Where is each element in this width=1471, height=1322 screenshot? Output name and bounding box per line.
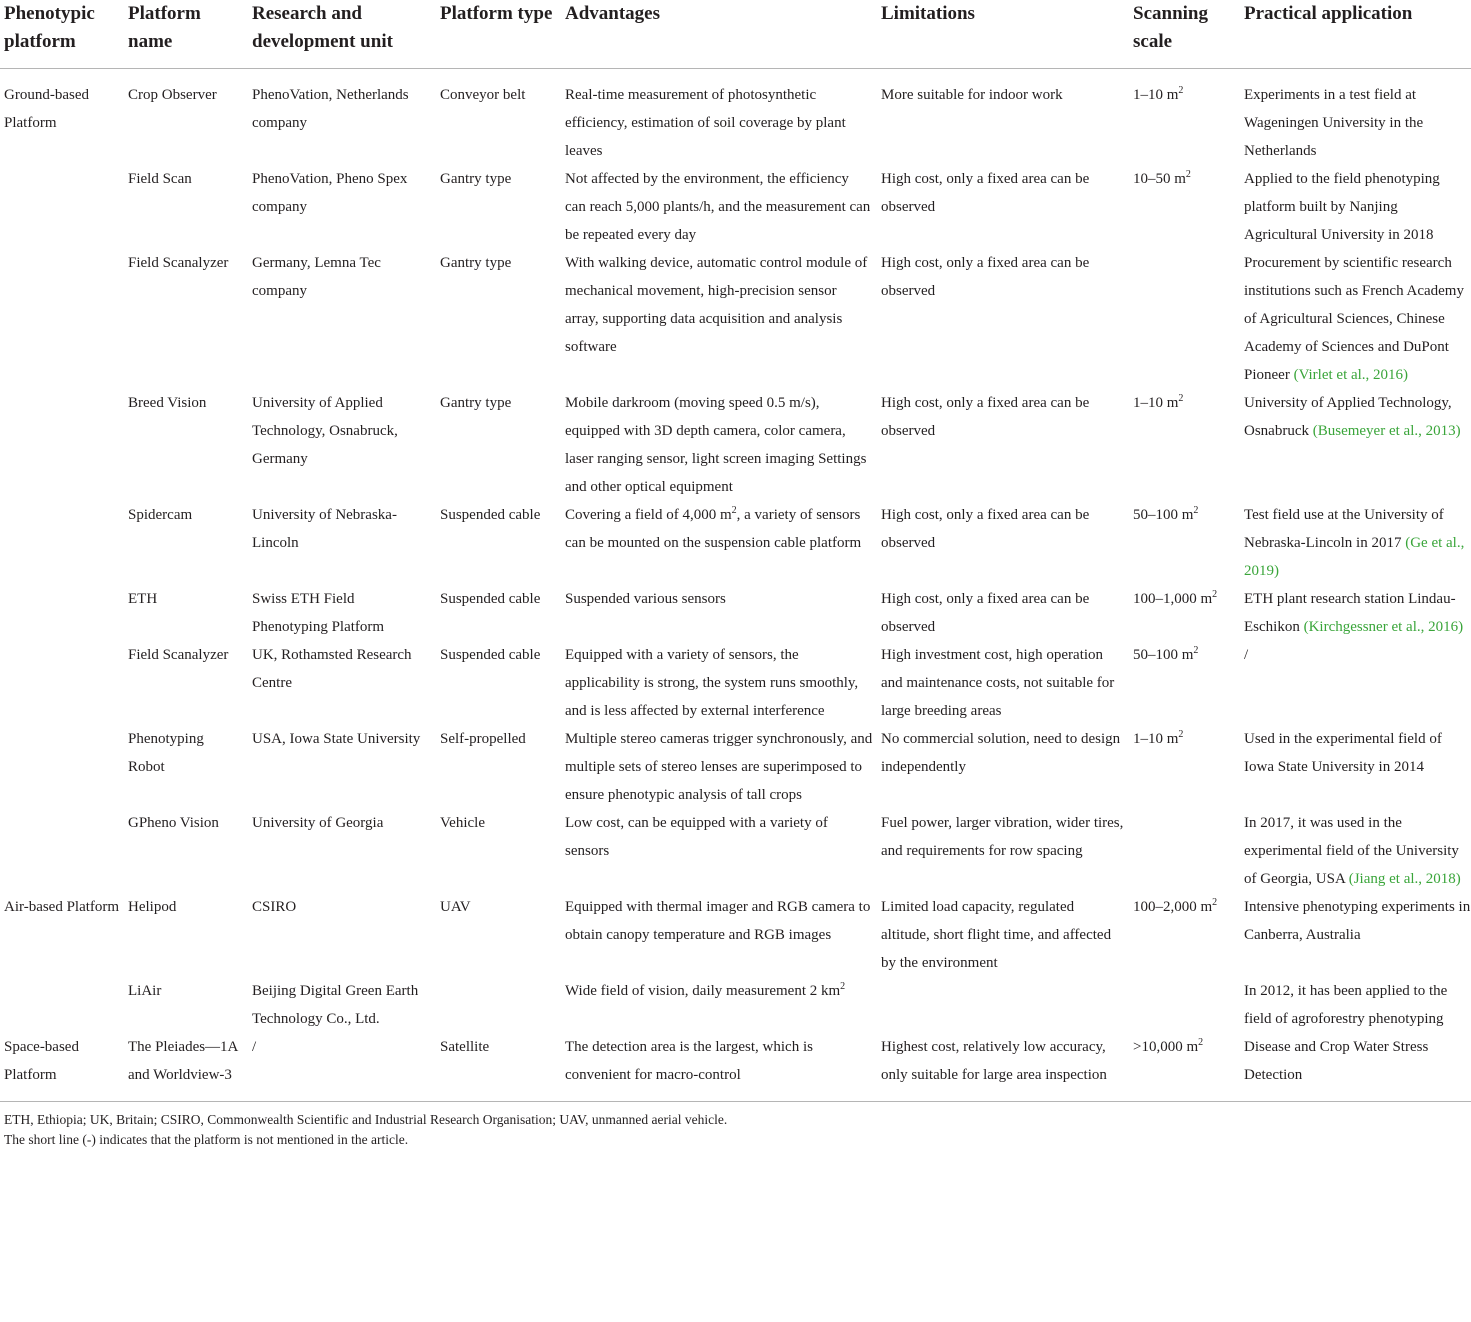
superscript: 2 [1178, 729, 1184, 740]
platform-name-text: Breed Vision [128, 395, 207, 411]
limitations-text: High cost, only a fixed area can be observed [881, 591, 1090, 635]
header-research-unit: Research and development unit [248, 0, 436, 69]
cell-advantages [561, 501, 877, 585]
platform-type-text: Conveyor belt [440, 87, 526, 103]
table-row [0, 249, 1471, 389]
research-unit-text: UK, Rothamsted Research Centre [252, 647, 412, 691]
cell-limitations [877, 165, 1129, 249]
application-text: Used in the experimental field of Iowa State University in 2014 [1244, 731, 1442, 775]
superscript: 2 [1212, 589, 1218, 600]
cell-practical-application [1240, 893, 1471, 977]
cell-limitations [877, 585, 1129, 641]
cell-advantages [561, 1033, 877, 1102]
cell-practical-application [1240, 501, 1471, 585]
superscript: 2 [1198, 1037, 1204, 1048]
table-row [0, 389, 1471, 501]
cell-platform-type [436, 1033, 561, 1102]
platform-name-text: Spidercam [128, 507, 193, 523]
platform-type-text: UAV [440, 899, 471, 915]
table-row [0, 641, 1471, 725]
scale-text: 100–1,000 m [1133, 591, 1213, 607]
table-footnotes [0, 1102, 1471, 1150]
platform-name-text: ETH [128, 591, 158, 607]
cell-platform-name [124, 69, 248, 166]
cell-platform-name [124, 725, 248, 809]
cell-research-unit [248, 389, 436, 501]
table-row [0, 585, 1471, 641]
application-text: Procurement by scientific research institutions such as French Academy of Agricultural Sciences, Chinese Academy of Sciences and DuPont Pioneer [1244, 255, 1464, 383]
research-unit-text: University of Applied Technology, Osnabruck, Germany [252, 395, 398, 467]
limitations-text: More suitable for indoor work [881, 87, 1063, 103]
cell-category [0, 69, 124, 166]
cell-scanning-scale [1129, 641, 1240, 725]
cell-platform-name [124, 165, 248, 249]
research-unit-text: USA, Iowa State University [252, 731, 421, 747]
category-text: Space-based Platform [4, 1039, 79, 1083]
platform-type-text: Gantry type [440, 171, 512, 187]
superscript: 2 [1178, 393, 1184, 404]
cell-platform-type [436, 69, 561, 166]
cell-platform-name [124, 585, 248, 641]
scale-text: 50–100 m [1133, 507, 1194, 523]
cell-platform-type [436, 893, 561, 977]
cell-practical-application [1240, 977, 1471, 1033]
cell-research-unit [248, 893, 436, 977]
platform-type-text: Suspended cable [440, 647, 541, 663]
cell-scanning-scale [1129, 389, 1240, 501]
research-unit-text: Beijing Digital Green Earth Technology Co., Ltd. [252, 983, 419, 1027]
cell-advantages [561, 249, 877, 389]
cell-limitations [877, 809, 1129, 893]
platform-type-text: Gantry type [440, 255, 512, 271]
limitations-text: Limited load capacity, regulated altitude, short flight time, and affected by the environment [881, 899, 1112, 971]
superscript: 2 [1178, 85, 1184, 96]
limitations-text: High cost, only a fixed area can be observed [881, 255, 1090, 299]
cell-category [0, 725, 124, 809]
table-row [0, 809, 1471, 893]
advantages-text: Equipped with thermal imager and RGB camera to obtain canopy temperature and RGB images [565, 899, 871, 943]
limitations-text: High cost, only a fixed area can be observed [881, 507, 1090, 551]
superscript: 2 [1193, 645, 1199, 656]
research-unit-text: University of Nebraska-Lincoln [252, 507, 397, 551]
cell-practical-application [1240, 725, 1471, 809]
citation-link: (Kirchgessner et al., 2016) [1303, 619, 1464, 635]
advantages-text: Not affected by the environment, the efficiency can reach 5,000 plants/h, and the measurement can be repeated every day [565, 171, 871, 243]
cell-category [0, 1033, 124, 1102]
cell-research-unit [248, 165, 436, 249]
citation-link: (Virlet et al., 2016) [1293, 367, 1409, 383]
cell-practical-application [1240, 249, 1471, 389]
cell-platform-name [124, 641, 248, 725]
header-practical-application: Practical application [1240, 0, 1471, 69]
header-limitations: Limitations [877, 0, 1129, 69]
cell-category [0, 249, 124, 389]
cell-practical-application [1240, 641, 1471, 725]
cell-practical-application [1240, 809, 1471, 893]
cell-limitations [877, 977, 1129, 1033]
cell-scanning-scale [1129, 977, 1240, 1033]
platform-type-text: Gantry type [440, 395, 512, 411]
limitations-text: No commercial solution, need to design independently [881, 731, 1121, 775]
citation-link: (Ge et al., 2019) [1244, 535, 1465, 579]
cell-advantages [561, 977, 877, 1033]
cell-practical-application [1240, 165, 1471, 249]
superscript: 2 [840, 981, 846, 992]
application-text: Experiments in a test field at Wageningen University in the Netherlands [1244, 87, 1424, 159]
cell-category [0, 977, 124, 1033]
cell-advantages [561, 585, 877, 641]
advantages-tail-text: , a variety of sensors can be mounted on the suspension cable platform [565, 507, 862, 551]
limitations-text: High cost, only a fixed area can be observed [881, 395, 1090, 439]
advantages-text: Real-time measurement of photosynthetic efficiency, estimation of soil coverage by plant leaves [565, 87, 846, 159]
scale-text: 10–50 m [1133, 171, 1186, 187]
research-unit-text: PhenoVation, Pheno Spex company [252, 171, 408, 215]
limitations-text: Fuel power, larger vibration, wider tires, and requirements for row spacing [881, 815, 1124, 859]
application-text: In 2017, it was used in the experimental field of the University of Georgia, USA [1244, 815, 1459, 887]
application-text: In 2012, it has been applied to the field of agroforestry phenotyping [1244, 983, 1448, 1027]
table-row [0, 977, 1471, 1033]
cell-practical-application [1240, 389, 1471, 501]
cell-research-unit [248, 1033, 436, 1102]
platform-type-text: Satellite [440, 1039, 490, 1055]
cell-category [0, 893, 124, 977]
cell-research-unit [248, 585, 436, 641]
cell-limitations [877, 725, 1129, 809]
platform-name-text: The Pleiades—1A and Worldview-3 [128, 1039, 238, 1083]
header-phenotypic-platform: Phenotypic platform [0, 0, 124, 69]
cell-practical-application [1240, 69, 1471, 166]
application-text: Intensive phenotyping experiments in Canberra, Australia [1244, 899, 1471, 943]
superscript: 2 [1212, 897, 1218, 908]
platform-name-text: Field Scanalyzer [128, 255, 229, 271]
table-row [0, 725, 1471, 809]
table-row [0, 893, 1471, 977]
cell-advantages [561, 641, 877, 725]
table-row [0, 501, 1471, 585]
header-scanning-scale: Scanning scale [1129, 0, 1240, 69]
cell-research-unit [248, 809, 436, 893]
cell-scanning-scale [1129, 165, 1240, 249]
footnote: ETH, Ethiopia; UK, Britain; CSIRO, Commonwealth Scientific and Industrial Research Organisation; UAV, unmanned aerial vehicle. [4, 1112, 728, 1127]
application-text: ETH plant research station Lindau-Eschikon [1244, 591, 1456, 635]
limitations-text: High cost, only a fixed area can be observed [881, 171, 1090, 215]
cell-research-unit [248, 725, 436, 809]
advantages-text: The detection area is the largest, which is convenient for macro-control [565, 1039, 813, 1083]
cell-platform-name [124, 893, 248, 977]
platform-type-text: Suspended cable [440, 591, 541, 607]
cell-research-unit [248, 641, 436, 725]
cell-limitations [877, 893, 1129, 977]
platform-type-text: Suspended cable [440, 507, 541, 523]
advantages-text: Covering a field of 4,000 m [565, 507, 732, 523]
application-text: Test field use at the University of Nebraska-Lincoln in 2017 [1244, 507, 1444, 551]
platform-name-text: Crop Observer [128, 87, 217, 103]
platform-name-text: Field Scanalyzer [128, 647, 229, 663]
citation-link: (Busemeyer et al., 2013) [1312, 423, 1461, 439]
scale-text: 50–100 m [1133, 647, 1194, 663]
cell-research-unit [248, 249, 436, 389]
cell-platform-type [436, 165, 561, 249]
scale-text: 1–10 m [1133, 395, 1179, 411]
footnote: The short line (-) indicates that the platform is not mentioned in the article. [4, 1132, 409, 1147]
platform-name-text: Field Scan [128, 171, 192, 187]
cell-limitations [877, 1033, 1129, 1102]
cell-platform-type [436, 249, 561, 389]
platform-name-text: GPheno Vision [128, 815, 219, 831]
cell-category [0, 501, 124, 585]
cell-platform-name [124, 249, 248, 389]
research-unit-text: / [252, 1039, 257, 1055]
cell-category [0, 641, 124, 725]
cell-platform-name [124, 389, 248, 501]
application-text: Disease and Crop Water Stress Detection [1244, 1039, 1429, 1083]
superscript: 2 [1193, 505, 1199, 516]
cell-limitations [877, 501, 1129, 585]
scale-text: 1–10 m [1133, 87, 1179, 103]
citation-link: (Jiang et al., 2018) [1348, 871, 1461, 887]
cell-platform-name [124, 977, 248, 1033]
platform-name-text: Phenotyping Robot [128, 731, 204, 775]
advantages-text: Low cost, can be equipped with a variety of sensors [565, 815, 828, 859]
scale-text: 100–2,000 m [1133, 899, 1213, 915]
cell-platform-type [436, 389, 561, 501]
platform-type-text: Vehicle [440, 815, 485, 831]
category-text: Air-based Platform [4, 899, 120, 915]
advantages-text: Mobile darkroom (moving speed 0.5 m/s), equipped with 3D depth camera, color camera, laser ranging sensor, light screen imaging Settings and other optical equipment [565, 395, 867, 495]
cell-advantages [561, 725, 877, 809]
research-unit-text: Germany, Lemna Tec company [252, 255, 381, 299]
cell-category [0, 585, 124, 641]
cell-practical-application [1240, 1033, 1471, 1102]
limitations-text: Highest cost, relatively low accuracy, only suitable for large area inspection [881, 1039, 1107, 1083]
research-unit-text: CSIRO [252, 899, 297, 915]
application-text: Applied to the field phenotyping platform built by Nanjing Agricultural University in 2018 [1244, 171, 1440, 243]
cell-advantages [561, 893, 877, 977]
table-row [0, 165, 1471, 249]
cell-category [0, 809, 124, 893]
research-unit-text: University of Georgia [252, 815, 384, 831]
cell-platform-type [436, 809, 561, 893]
advantages-text: Suspended various sensors [565, 591, 726, 607]
cell-scanning-scale [1129, 809, 1240, 893]
platform-name-text: LiAir [128, 983, 162, 999]
superscript: 2 [1185, 169, 1191, 180]
cell-scanning-scale [1129, 893, 1240, 977]
advantages-text: With walking device, automatic control module of mechanical movement, high-precision sensor array, supporting data acquisition and analysis software [565, 255, 868, 355]
cell-scanning-scale [1129, 585, 1240, 641]
superscript: 2 [731, 505, 737, 516]
cell-practical-application [1240, 585, 1471, 641]
table-row [0, 1033, 1471, 1102]
platform-name-text: Helipod [128, 899, 177, 915]
table-row [0, 69, 1471, 166]
cell-advantages [561, 165, 877, 249]
cell-category [0, 165, 124, 249]
cell-scanning-scale [1129, 725, 1240, 809]
cell-limitations [877, 389, 1129, 501]
scale-text: >10,000 m [1133, 1039, 1199, 1055]
cell-research-unit [248, 501, 436, 585]
cell-platform-type [436, 501, 561, 585]
cell-platform-name [124, 1033, 248, 1102]
cell-research-unit [248, 69, 436, 166]
cell-scanning-scale [1129, 249, 1240, 389]
advantages-text: Multiple stereo cameras trigger synchronously, and multiple sets of stereo lenses are superimposed to ensure phenotypic analysis of tall crops [565, 731, 873, 803]
cell-research-unit [248, 977, 436, 1033]
cell-advantages [561, 69, 877, 166]
table-body [0, 69, 1471, 1102]
advantages-text: Equipped with a variety of sensors, the applicability is strong, the system runs smoothly, and is less affected by external interference [565, 647, 859, 719]
cell-advantages [561, 389, 877, 501]
cell-advantages [561, 809, 877, 893]
research-unit-text: Swiss ETH Field Phenotyping Platform [252, 591, 385, 635]
advantages-text: Wide field of vision, daily measurement 2 km [565, 983, 841, 999]
scale-text: 1–10 m [1133, 731, 1179, 747]
cell-platform-type [436, 585, 561, 641]
header-row [0, 0, 1471, 69]
header-platform-type: Platform type [436, 0, 561, 69]
research-unit-text: PhenoVation, Netherlands company [252, 87, 409, 131]
cell-platform-name [124, 501, 248, 585]
header-advantages: Advantages [561, 0, 877, 69]
cell-category [0, 389, 124, 501]
cell-platform-type [436, 977, 561, 1033]
category-text: Ground-based Platform [4, 87, 89, 131]
cell-platform-type [436, 725, 561, 809]
platform-type-text: Self-propelled [440, 731, 526, 747]
header-platform-name: Platform name [124, 0, 248, 69]
cell-scanning-scale [1129, 69, 1240, 166]
cell-limitations [877, 69, 1129, 166]
application-text: / [1244, 647, 1249, 663]
cell-limitations [877, 249, 1129, 389]
limitations-text: High investment cost, high operation and maintenance costs, not suitable for large breeding areas [881, 647, 1115, 719]
cell-platform-name [124, 809, 248, 893]
cell-limitations [877, 641, 1129, 725]
cell-scanning-scale [1129, 1033, 1240, 1102]
cell-platform-type [436, 641, 561, 725]
application-text: University of Applied Technology, Osnabruck [1244, 395, 1452, 439]
table-header [0, 0, 1471, 69]
cell-scanning-scale [1129, 501, 1240, 585]
